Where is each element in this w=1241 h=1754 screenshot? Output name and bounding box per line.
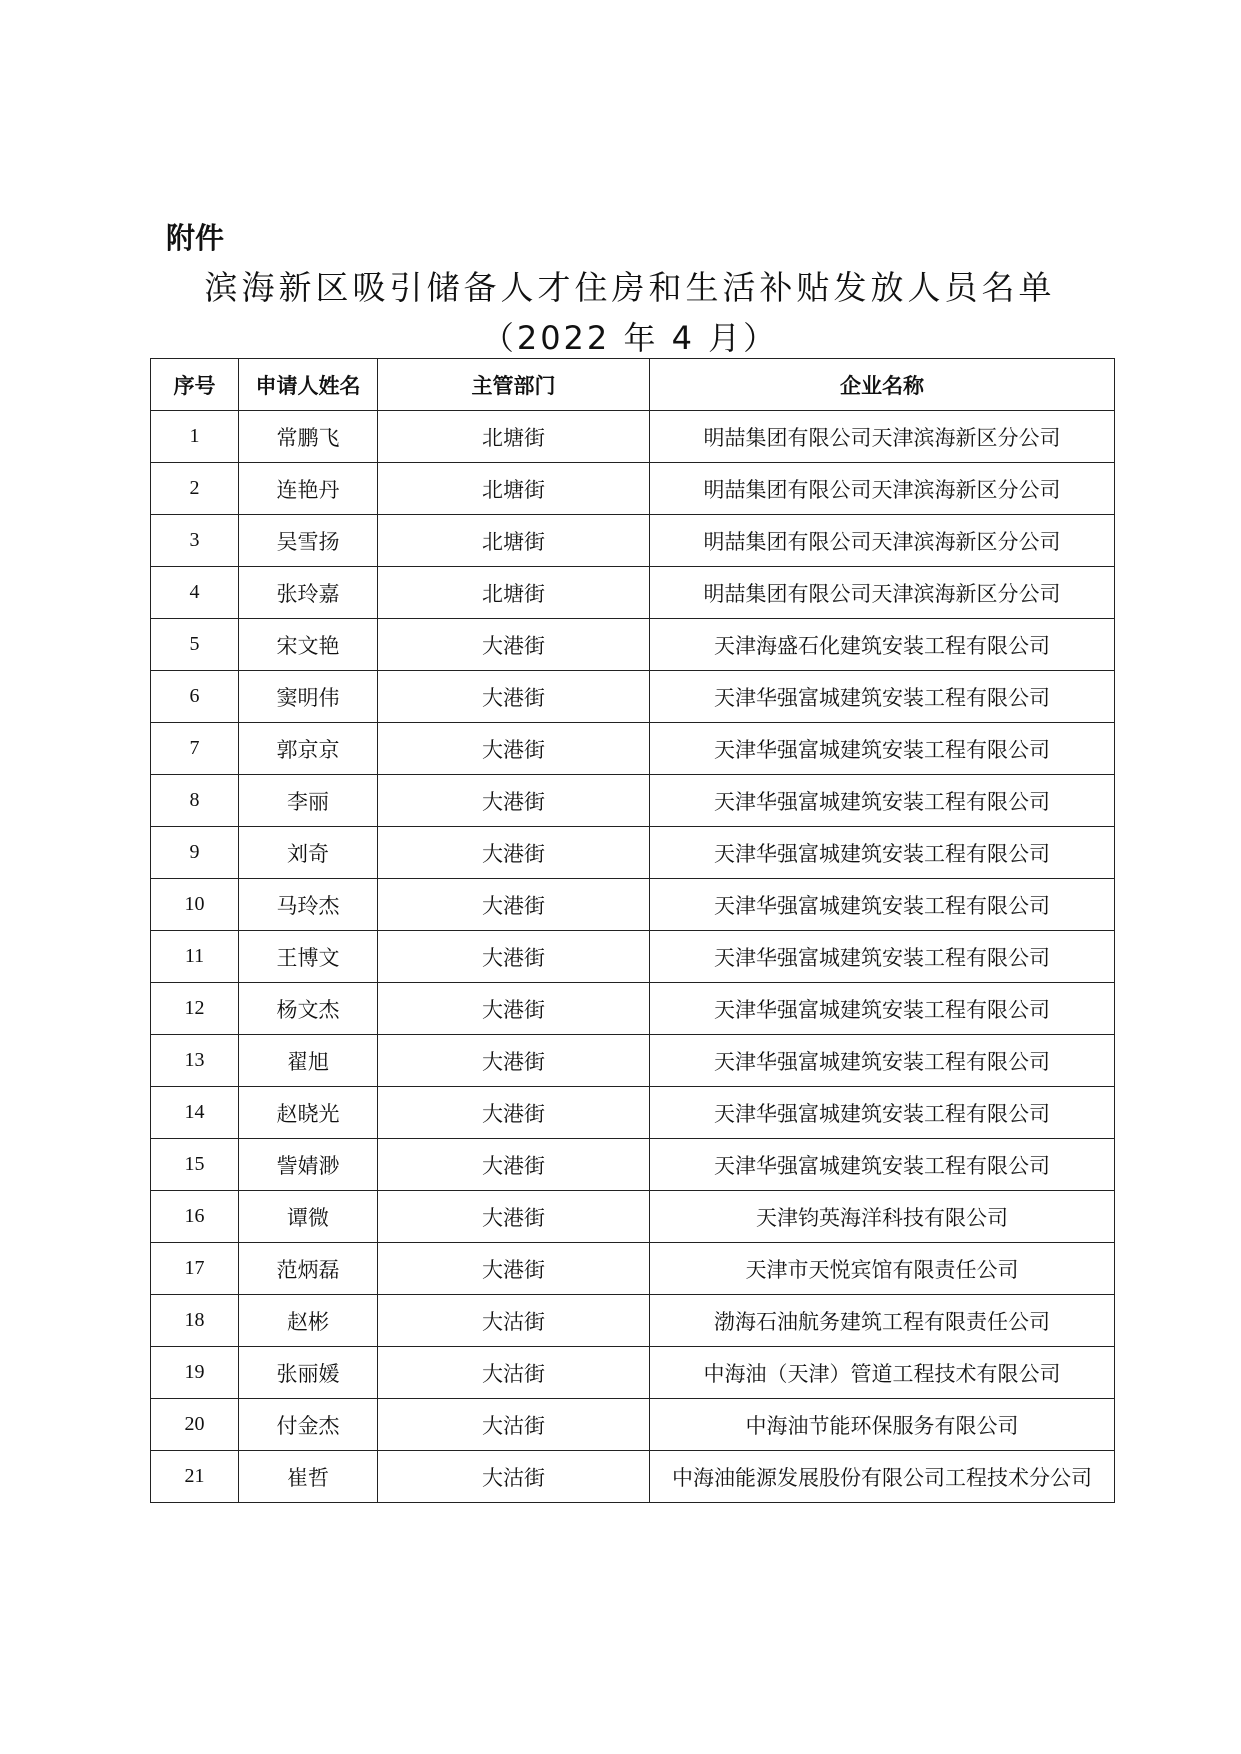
serial-number-cell: 17 [151,1243,239,1295]
serial-number-cell: 14 [151,1087,239,1139]
company-name-cell: 明喆集团有限公司天津滨海新区分公司 [650,515,1115,567]
document-title: 滨海新区吸引储备人才住房和生活补贴发放人员名单 [204,268,1056,307]
department-cell: 大港街 [378,1139,650,1191]
company-name-cell: 天津市天悦宾馆有限责任公司 [650,1243,1115,1295]
serial-number-cell: 9 [151,827,239,879]
company-name-cell: 天津华强富城建筑安装工程有限公司 [650,775,1115,827]
applicant-name-cell: 宋文艳 [239,619,378,671]
department-cell: 大港街 [378,1035,650,1087]
company-name-cell: 天津海盛石化建筑安装工程有限公司 [650,619,1115,671]
department-cell: 北塘街 [378,515,650,567]
applicant-name-cell: 张玲嘉 [239,567,378,619]
company-name-cell: 中海油能源发展股份有限公司工程技术分公司 [650,1451,1115,1503]
department-cell: 北塘街 [378,567,650,619]
serial-number-cell: 5 [151,619,239,671]
company-name-cell: 渤海石油航务建筑工程有限责任公司 [650,1295,1115,1347]
applicant-name-cell: 常鹏飞 [239,411,378,463]
serial-number-cell: 21 [151,1451,239,1503]
department-cell: 大沽街 [378,1451,650,1503]
table-row [151,1191,1115,1243]
company-name-cell: 中海油节能环保服务有限公司 [650,1399,1115,1451]
header-applicant-name: 申请人姓名 [239,359,378,411]
department-cell: 大沽街 [378,1295,650,1347]
company-name-cell: 明喆集团有限公司天津滨海新区分公司 [650,567,1115,619]
serial-number-cell: 7 [151,723,239,775]
department-cell: 大港街 [378,671,650,723]
recipient-table [150,358,1115,1503]
company-name-cell: 天津华强富城建筑安装工程有限公司 [650,1139,1115,1191]
department-cell: 大港街 [378,1243,650,1295]
applicant-name-cell: 窦明伟 [239,671,378,723]
table-header-row [151,359,1115,411]
table-row [151,463,1115,515]
table-row [151,1243,1115,1295]
serial-number-cell: 20 [151,1399,239,1451]
company-name-cell: 天津钧英海洋科技有限公司 [650,1191,1115,1243]
applicant-name-cell: 范炳磊 [239,1243,378,1295]
serial-number-cell: 6 [151,671,239,723]
serial-number-cell: 1 [151,411,239,463]
serial-number-cell: 18 [151,1295,239,1347]
applicant-name-cell: 郭京京 [239,723,378,775]
table-body [151,411,1115,1503]
table-row [151,1347,1115,1399]
table-row [151,619,1115,671]
table-row [151,983,1115,1035]
serial-number-cell: 8 [151,775,239,827]
applicant-name-cell: 刘奇 [239,827,378,879]
applicant-name-cell: 吴雪扬 [239,515,378,567]
company-name-cell: 天津华强富城建筑安装工程有限公司 [650,879,1115,931]
applicant-name-cell: 赵彬 [239,1295,378,1347]
company-name-cell: 天津华强富城建筑安装工程有限公司 [650,723,1115,775]
table-row [151,411,1115,463]
table-row [151,1399,1115,1451]
company-name-cell: 明喆集团有限公司天津滨海新区分公司 [650,463,1115,515]
serial-number-cell: 11 [151,931,239,983]
table-row [151,931,1115,983]
department-cell: 大港街 [378,1191,650,1243]
applicant-name-cell: 付金杰 [239,1399,378,1451]
table-row [151,1451,1115,1503]
header-serial-number: 序号 [151,359,239,411]
department-cell: 大沽街 [378,1347,650,1399]
table-row [151,515,1115,567]
table-row [151,1139,1115,1191]
applicant-name-cell: 王博文 [239,931,378,983]
department-cell: 大沽街 [378,1399,650,1451]
serial-number-cell: 19 [151,1347,239,1399]
header-department: 主管部门 [378,359,650,411]
company-name-cell: 天津华强富城建筑安装工程有限公司 [650,671,1115,723]
department-cell: 大港街 [378,983,650,1035]
company-name-cell: 天津华强富城建筑安装工程有限公司 [650,983,1115,1035]
serial-number-cell: 2 [151,463,239,515]
department-cell: 大港街 [378,931,650,983]
applicant-name-cell: 张丽媛 [239,1347,378,1399]
department-cell: 大港街 [378,1087,650,1139]
department-cell: 大港街 [378,723,650,775]
serial-number-cell: 4 [151,567,239,619]
attachment-label: 附件 [166,221,225,255]
table-row [151,567,1115,619]
table-row [151,723,1115,775]
serial-number-cell: 13 [151,1035,239,1087]
company-name-cell: 明喆集团有限公司天津滨海新区分公司 [650,411,1115,463]
company-name-cell: 天津华强富城建筑安装工程有限公司 [650,1035,1115,1087]
document-subtitle: （2022 年 4 月） [481,319,779,357]
applicant-name-cell: 赵晓光 [239,1087,378,1139]
serial-number-cell: 16 [151,1191,239,1243]
table-row [151,775,1115,827]
applicant-name-cell: 訾婧渺 [239,1139,378,1191]
table-row [151,671,1115,723]
department-cell: 大港街 [378,619,650,671]
applicant-name-cell: 翟旭 [239,1035,378,1087]
applicant-name-cell: 马玲杰 [239,879,378,931]
department-cell: 大港街 [378,879,650,931]
table-row [151,1087,1115,1139]
department-cell: 北塘街 [378,411,650,463]
applicant-name-cell: 崔哲 [239,1451,378,1503]
table-row [151,1035,1115,1087]
applicant-name-cell: 连艳丹 [239,463,378,515]
company-name-cell: 中海油（天津）管道工程技术有限公司 [650,1347,1115,1399]
serial-number-cell: 10 [151,879,239,931]
department-cell: 大港街 [378,775,650,827]
table-row [151,1295,1115,1347]
applicant-name-cell: 李丽 [239,775,378,827]
header-company-name: 企业名称 [650,359,1115,411]
table-row [151,827,1115,879]
company-name-cell: 天津华强富城建筑安装工程有限公司 [650,931,1115,983]
department-cell: 大港街 [378,827,650,879]
serial-number-cell: 15 [151,1139,239,1191]
serial-number-cell: 3 [151,515,239,567]
department-cell: 北塘街 [378,463,650,515]
serial-number-cell: 12 [151,983,239,1035]
applicant-name-cell: 杨文杰 [239,983,378,1035]
company-name-cell: 天津华强富城建筑安装工程有限公司 [650,827,1115,879]
table-row [151,879,1115,931]
company-name-cell: 天津华强富城建筑安装工程有限公司 [650,1087,1115,1139]
applicant-name-cell: 谭微 [239,1191,378,1243]
